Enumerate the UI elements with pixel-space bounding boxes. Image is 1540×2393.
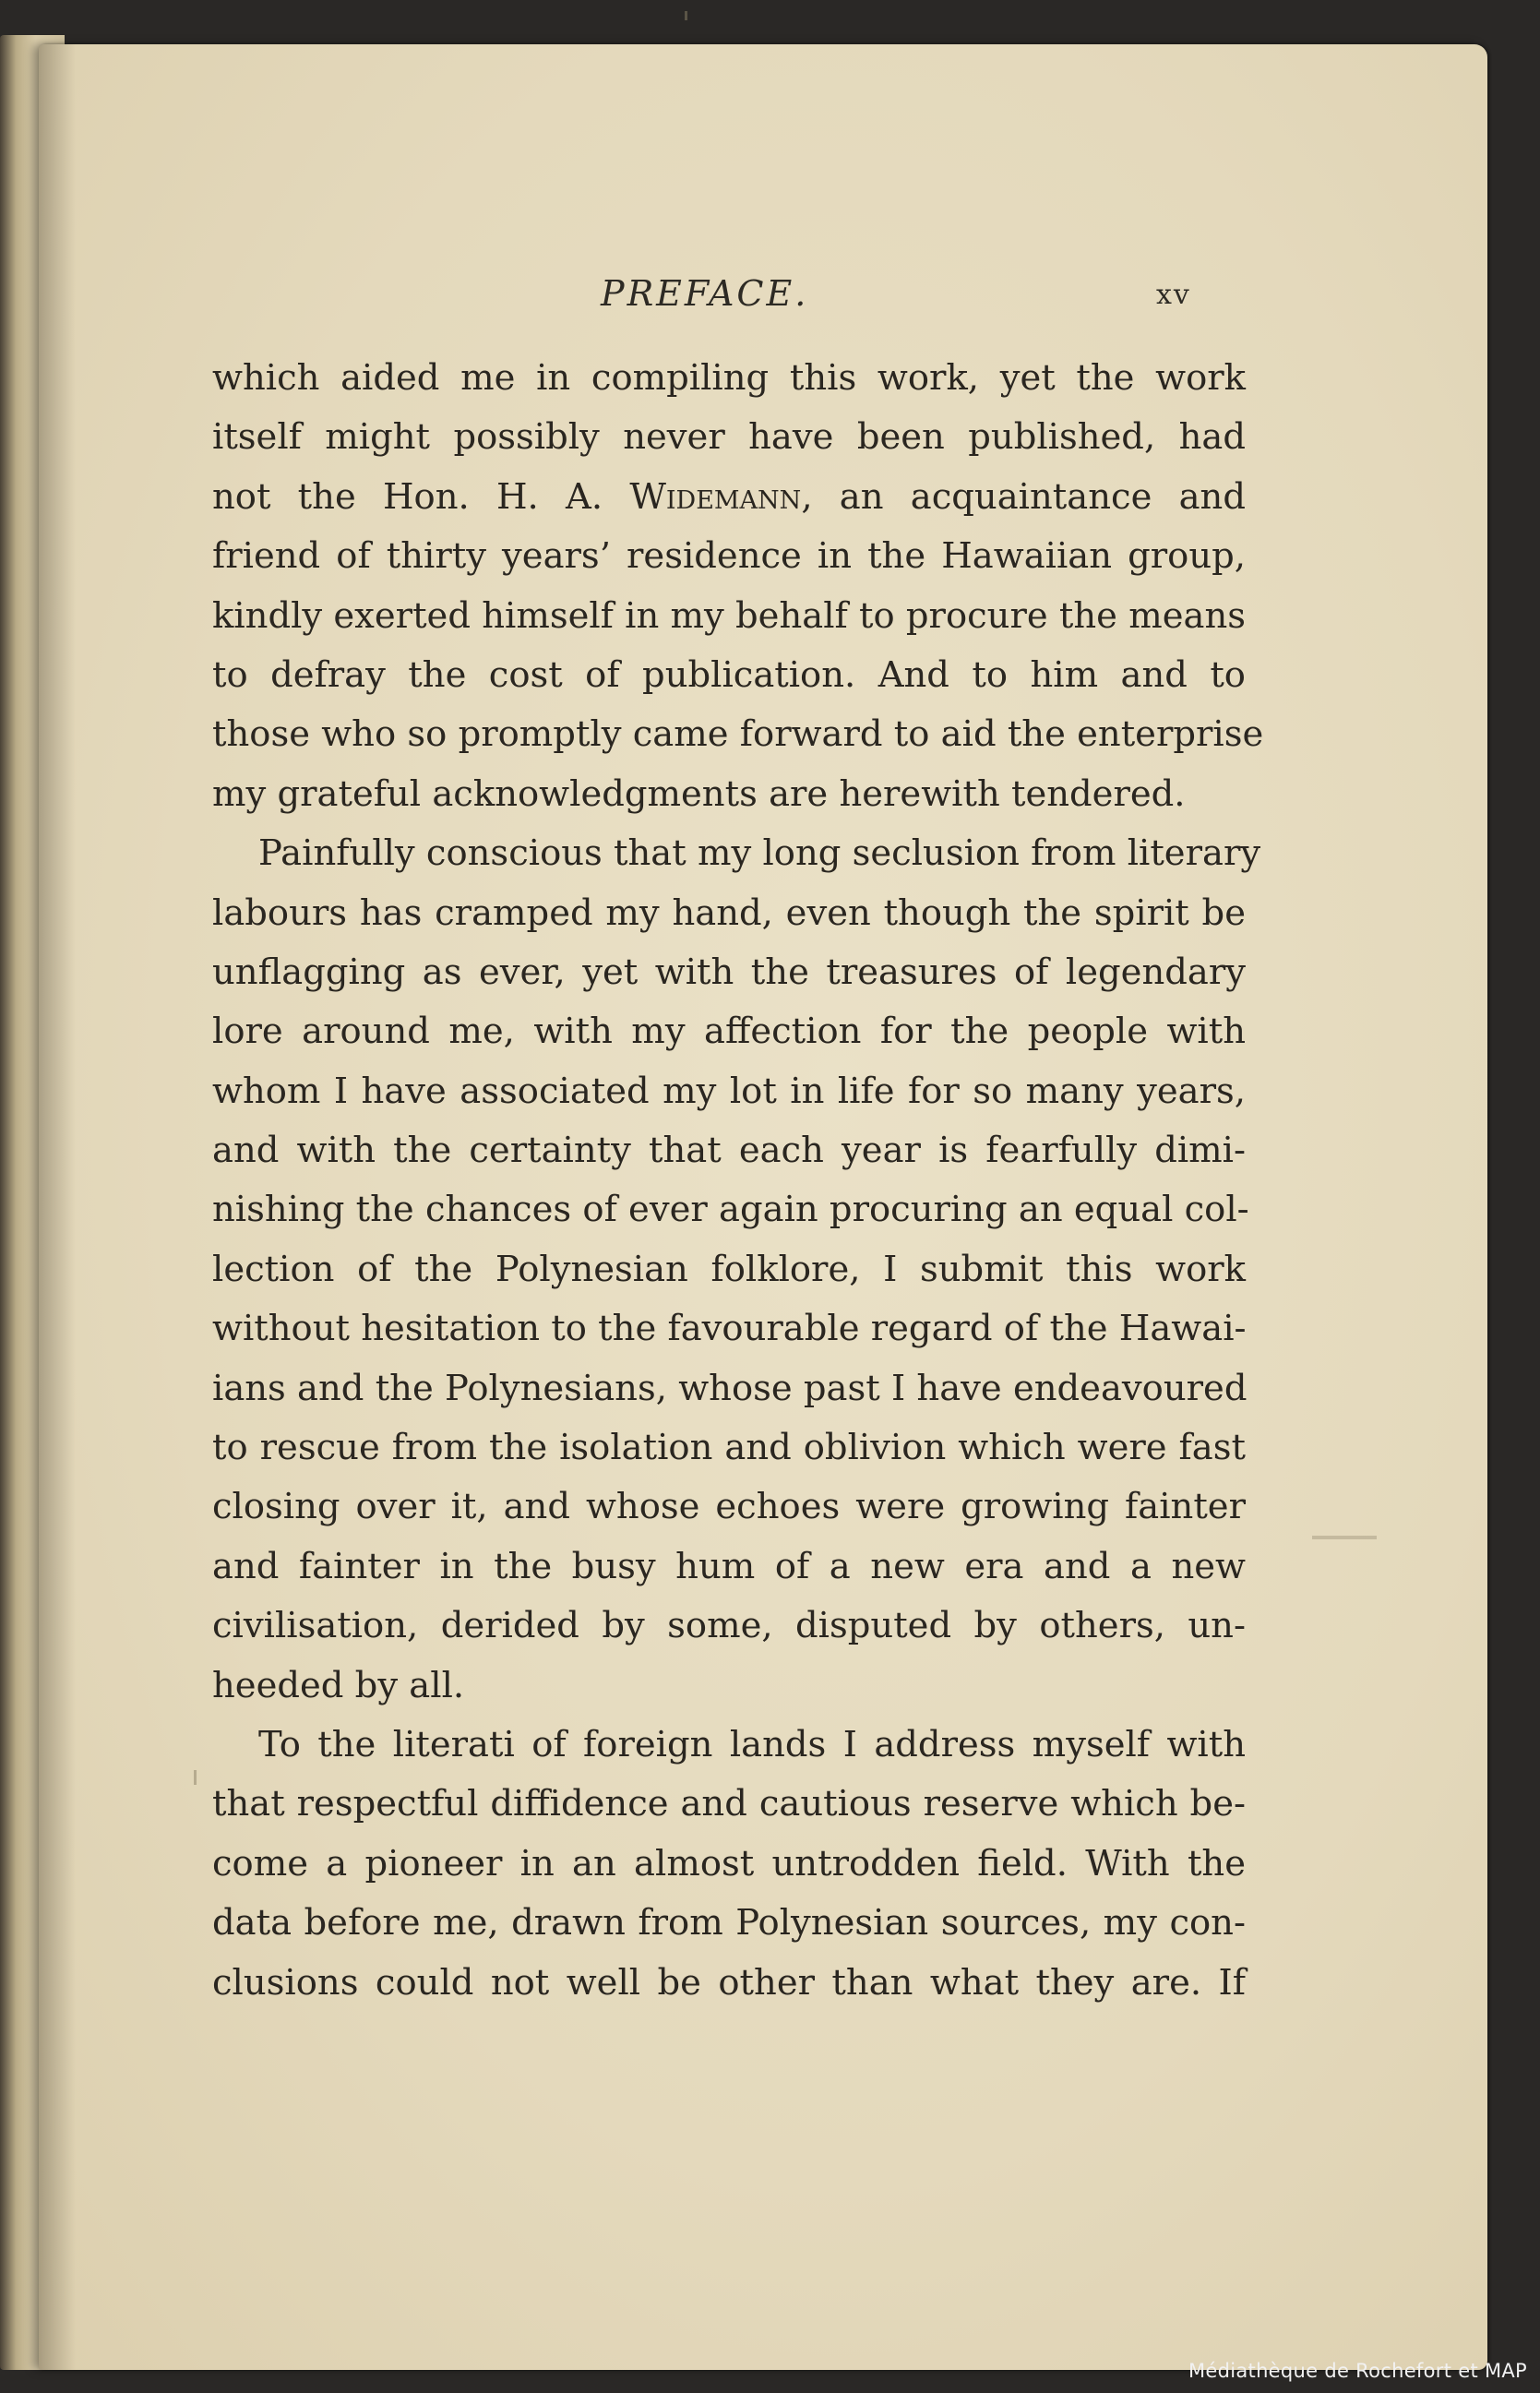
text-line: civilisation, derided by some, disputed by others, un-: [212, 1605, 1246, 1647]
text-line: come a pioneer in an almost untrodden field. With the: [212, 1842, 1246, 1884]
running-head-title: PREFACE.: [601, 273, 809, 314]
paper-speck: [1312, 1536, 1377, 1539]
text-line: whom I have associated my lot in life for so many years,: [212, 1070, 1246, 1112]
text-line: to defray the cost of publication. And to him and to: [212, 653, 1246, 696]
text-line: that respectful diffidence and cautious reserve which be-: [212, 1783, 1246, 1825]
text-line: lore around me, with my affection for the people with: [212, 1011, 1246, 1053]
text-line: and with the certainty that each year is fearfully dimi-: [212, 1130, 1246, 1172]
text-line: ians and the Polynesians, whose past I have endeavoured: [212, 1367, 1248, 1409]
text-line: clusions could not well be other than what they are. If: [212, 1961, 1246, 2004]
text-line-with-name: [212, 468, 1246, 527]
text-line: closing over it, and whose echoes were growing fainter: [212, 1486, 1246, 1528]
running-head: [39, 273, 1487, 329]
text-fragment: , an acquaintance and: [801, 475, 1246, 518]
text-line: and fainter in the busy hum of a new era and a new: [212, 1545, 1246, 1587]
paper-speck: [685, 11, 687, 20]
text-fragment: not the Hon. H. A.: [212, 475, 630, 518]
person-name: Widemann: [629, 475, 802, 518]
text-line: labours has cramped my hand, even though the spirit be: [212, 891, 1246, 934]
paragraph-1: [212, 349, 1264, 824]
page-number: xv: [1156, 279, 1191, 311]
text-line: nishing the chances of ever again procuring an equal col-: [212, 1189, 1249, 1231]
text-line: To the literati of foreign lands I address myself with: [258, 1723, 1246, 1765]
text-line: itself might possibly never have been published, had: [212, 416, 1246, 459]
text-line: those who so promptly came forward to aid the enterprise: [212, 713, 1264, 756]
text-line: Painfully conscious that my long seclusion from literary: [258, 832, 1261, 875]
paper-speck: [194, 1770, 197, 1785]
text-line: which aided me in compiling this work, yet the work: [212, 357, 1246, 399]
body-text: [212, 349, 1264, 2013]
book-page: [39, 44, 1487, 2370]
library-watermark: Médiathèque de Rochefort et MAP: [1188, 2360, 1527, 2382]
text-line: data before me, drawn from Polynesian sources, my con-: [212, 1902, 1246, 1944]
text-line: to rescue from the isolation and oblivion which were fast: [212, 1427, 1246, 1469]
spine-shadow: [39, 44, 76, 2370]
text-line: my grateful acknowledgments are herewith tendered.: [212, 772, 1186, 815]
text-line: unflagging as ever, yet with the treasures of legendary: [212, 951, 1246, 993]
paragraph-2: [212, 824, 1261, 1716]
text-line: friend of thirty years’ residence in the Hawaiian group,: [212, 535, 1246, 578]
text-line: kindly exerted himself in my behalf to procure the means: [212, 594, 1246, 637]
text-line: without hesitation to the favourable regard of the Hawai-: [212, 1308, 1247, 1350]
text-line: lection of the Polynesian folklore, I submit this work: [212, 1248, 1246, 1290]
paragraph-3: [212, 1716, 1246, 2013]
text-line: heeded by all.: [212, 1664, 465, 1706]
